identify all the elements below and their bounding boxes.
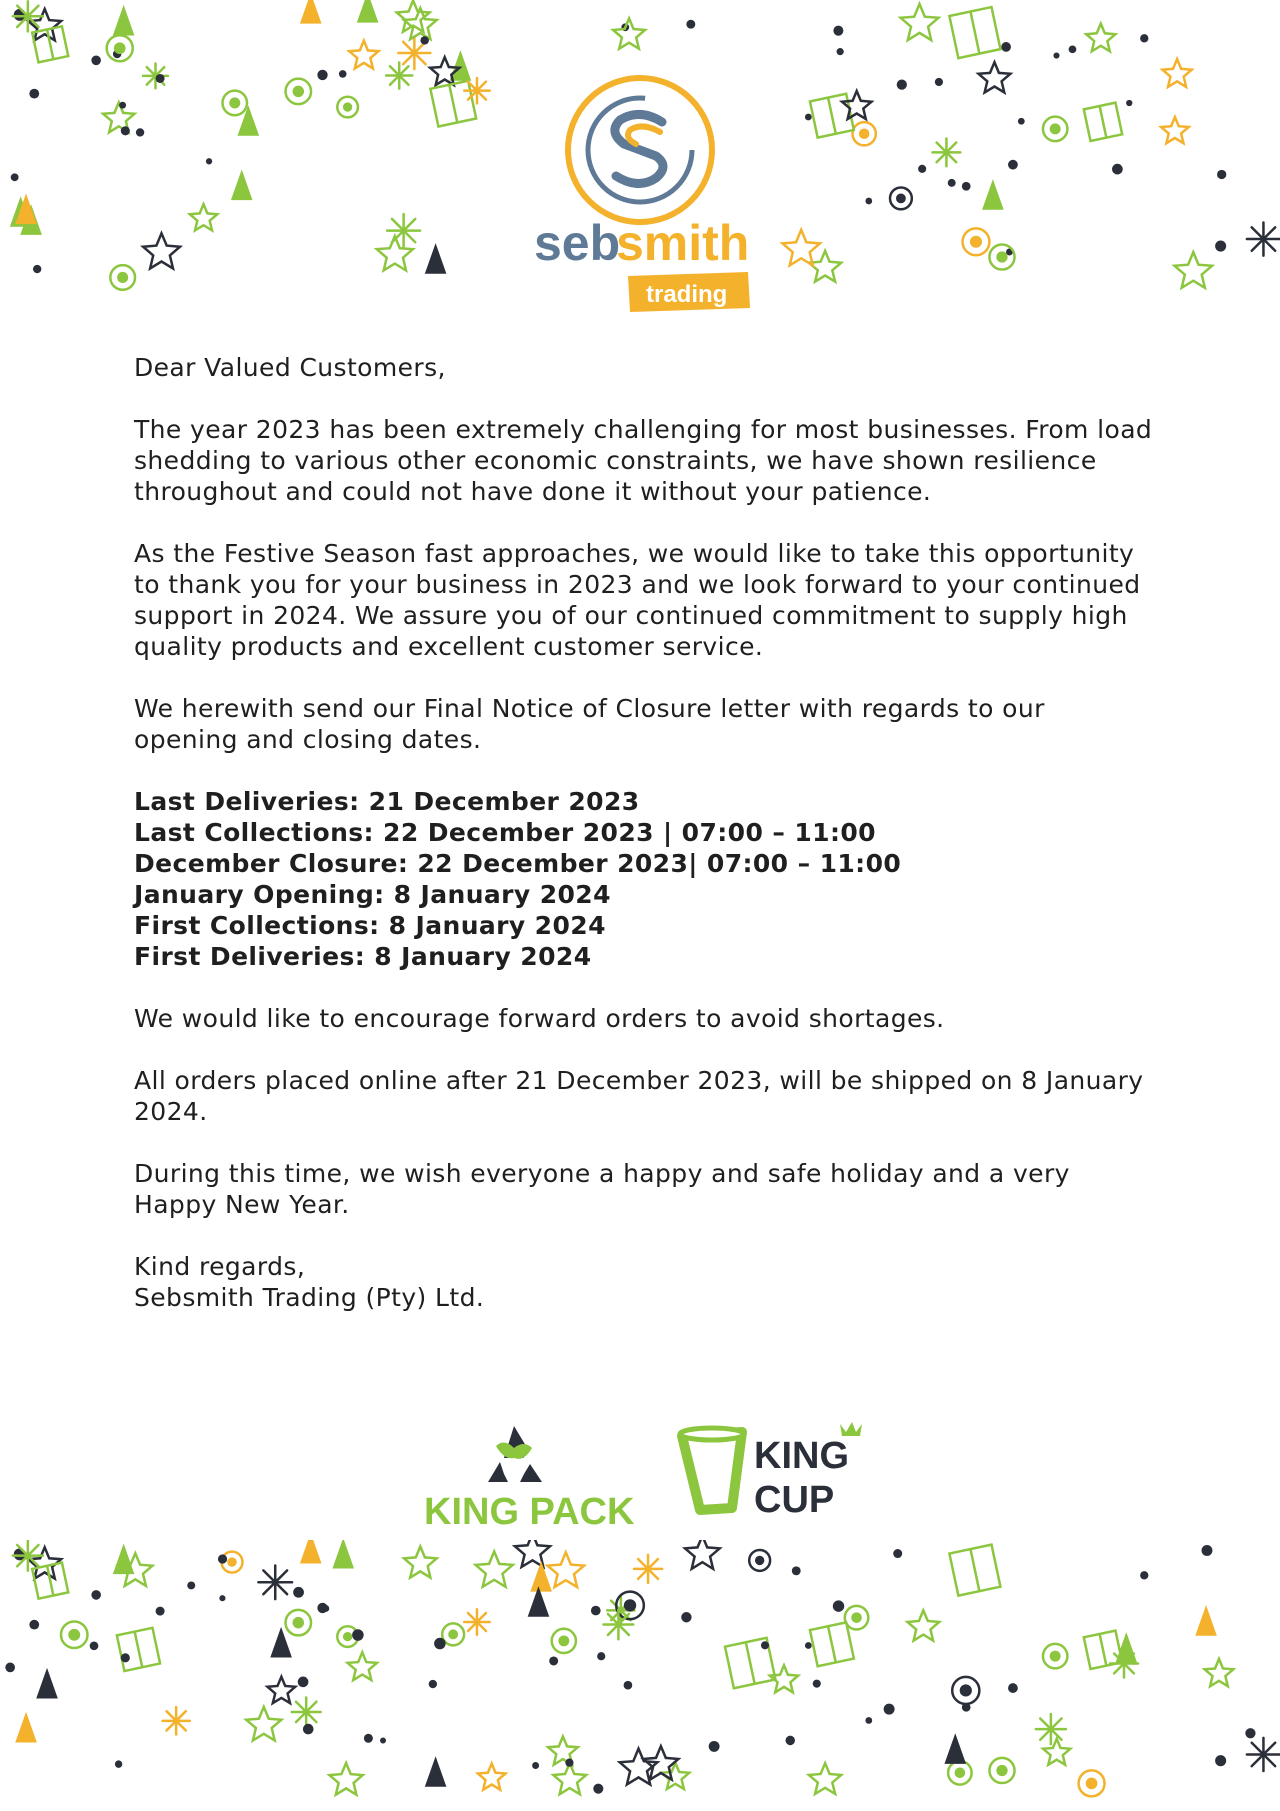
star-icon <box>901 4 939 40</box>
gift-ribbon <box>828 98 836 134</box>
dot <box>962 182 971 191</box>
dot <box>352 1629 364 1641</box>
star-icon <box>685 1540 720 1569</box>
ornament-center <box>114 42 126 54</box>
star-icon <box>548 1737 578 1765</box>
dot <box>219 1595 225 1601</box>
dot <box>121 126 130 135</box>
gift-icon <box>32 1563 68 1599</box>
ornament-center <box>227 1557 236 1566</box>
star-icon <box>515 1540 550 1567</box>
star-icon <box>268 1677 296 1703</box>
dot <box>1215 1755 1226 1766</box>
star-icon <box>1043 1739 1070 1765</box>
dot <box>293 1587 304 1598</box>
ornament-center <box>448 1629 458 1639</box>
tree-icon <box>357 0 379 23</box>
king-pack-logo <box>424 1426 635 1528</box>
ornament-center <box>955 1768 966 1779</box>
dot <box>5 1663 15 1673</box>
ornament-icon <box>337 97 358 118</box>
ornament-icon <box>222 91 247 116</box>
dot <box>761 1641 769 1649</box>
ornament-center <box>117 272 128 283</box>
dot <box>1215 241 1226 252</box>
gift-ribbon <box>1100 1634 1107 1666</box>
gift-ribbon <box>135 1632 143 1668</box>
star-icon <box>908 1610 940 1640</box>
gift-icon <box>1084 103 1122 141</box>
dot <box>29 89 39 99</box>
ornament-icon <box>963 228 990 255</box>
paragraph-holiday-wishes: During this time, we wish everyone a happy and safe holiday and a very Happy New Year. <box>134 1159 1070 1219</box>
dot <box>1245 1728 1255 1738</box>
cup-icon <box>682 1432 742 1510</box>
tree-icon <box>332 1540 354 1568</box>
star-icon <box>1086 24 1115 52</box>
star-icon <box>1161 117 1189 143</box>
gift-icon <box>430 81 476 127</box>
dot <box>339 70 347 78</box>
ornament-center <box>970 236 982 248</box>
star-icon <box>553 1763 586 1794</box>
dot <box>364 1734 373 1743</box>
gift-icon <box>1084 1631 1122 1669</box>
ornament-icon <box>61 1622 88 1649</box>
ornament-icon <box>989 1758 1014 1783</box>
gift-ribbon <box>746 1642 755 1684</box>
ornament-icon <box>110 265 135 290</box>
ornament-center <box>896 193 906 203</box>
tree-icon <box>231 170 253 201</box>
star-icon <box>1162 59 1191 87</box>
snowflake-icon <box>932 138 960 166</box>
snowflake-icon <box>634 1555 662 1583</box>
star-icon <box>478 1764 506 1790</box>
dot <box>805 114 812 121</box>
dot <box>1126 100 1132 106</box>
star-icon <box>548 1552 585 1587</box>
dot <box>1001 42 1011 52</box>
logo-tagline: trading <box>646 281 728 308</box>
star-icon <box>377 236 413 270</box>
dot <box>91 56 101 66</box>
dot <box>115 1760 122 1767</box>
dot <box>1069 45 1077 53</box>
gift-icon <box>117 1628 160 1671</box>
ornament-center <box>293 86 304 97</box>
schedule-last-collections: Last Collections: 22 December 2023 | 07:00 – 11:00 <box>134 818 876 847</box>
ornament-center <box>293 1617 304 1628</box>
star-icon <box>348 1652 377 1680</box>
ornament-center <box>859 129 869 139</box>
schedule-december-closure: December Closure: 22 December 2023| 07:00 – 11:00 <box>134 849 902 878</box>
dot <box>317 70 327 80</box>
closing: Kind regards, <box>134 1252 306 1281</box>
dot <box>303 1724 314 1735</box>
snowflake-icon <box>162 1707 189 1734</box>
dot <box>29 1620 39 1630</box>
tree-icon <box>300 0 322 24</box>
dot <box>597 1652 605 1660</box>
ornament-center <box>1050 1651 1061 1662</box>
dot <box>865 1717 872 1724</box>
ornament-center <box>68 1629 80 1641</box>
tree-icon <box>425 243 447 274</box>
dot <box>549 1656 558 1665</box>
ornament-center <box>1050 123 1061 134</box>
paragraph-online-orders: All orders placed online after 21 December 2023, will be shipped on 8 January 2024. <box>134 1066 1144 1126</box>
snowflake-icon <box>13 1 43 31</box>
dot <box>833 26 843 36</box>
dot <box>136 128 144 136</box>
tree-icon <box>1195 1605 1217 1636</box>
dot <box>11 173 19 181</box>
snowflake-icon <box>464 1609 489 1634</box>
dot <box>429 1680 437 1688</box>
gift-icon <box>949 7 1000 58</box>
ornament-center <box>229 97 240 108</box>
snowflake-icon <box>464 78 489 103</box>
logo-s-accent <box>628 126 660 144</box>
dot <box>90 1641 99 1650</box>
king-pack-text: KING PACK <box>424 1491 635 1528</box>
dot <box>792 1566 801 1575</box>
dot <box>948 179 956 187</box>
signature: Sebsmith Trading (Pty) Ltd. <box>134 1283 485 1312</box>
dot <box>893 1549 902 1558</box>
snowflake-icon <box>1247 1738 1280 1771</box>
dot <box>434 1638 446 1650</box>
tree-icon <box>425 1756 447 1787</box>
schedule-first-collections: First Collections: 8 January 2024 <box>134 911 606 940</box>
snowflake-icon <box>143 63 168 88</box>
schedule-last-deliveries: Last Deliveries: 21 December 2023 <box>134 787 640 816</box>
star-icon <box>1205 1659 1234 1686</box>
dot <box>532 1762 539 1769</box>
star-icon <box>349 41 378 69</box>
dot <box>119 102 126 109</box>
snowflake-icon <box>258 1565 292 1599</box>
ornament-icon <box>952 1677 979 1704</box>
king-cup-text-line2: CUP <box>754 1479 835 1521</box>
star-icon <box>246 1707 281 1741</box>
ornament-icon <box>989 244 1014 269</box>
dot <box>1008 160 1018 170</box>
logo-name-part2: smith <box>616 215 750 271</box>
dot <box>380 1738 386 1744</box>
dot <box>833 1600 844 1611</box>
dot <box>624 1681 633 1690</box>
ornament-center <box>996 251 1007 262</box>
star-icon <box>476 1552 513 1587</box>
logo-name-part1: seb <box>534 215 621 271</box>
paragraph-forward-orders: We would like to encourage forward orders to avoid shortages. <box>134 1004 945 1033</box>
gift-icon <box>32 26 68 62</box>
dot <box>813 1680 821 1688</box>
dot <box>121 1653 130 1662</box>
star-icon <box>329 1763 362 1795</box>
crown-icon <box>840 1422 862 1436</box>
dot <box>865 198 872 205</box>
ornament-icon <box>890 187 912 209</box>
dot <box>1140 1571 1148 1579</box>
closure-schedule <box>134 786 1154 972</box>
ornament-icon <box>948 1761 972 1785</box>
gift-ribbon <box>449 85 457 123</box>
tree-icon <box>982 179 1004 210</box>
dot <box>1112 164 1123 175</box>
dot <box>420 36 428 44</box>
gift-ribbon <box>1100 106 1107 138</box>
snowflake-icon <box>387 214 420 247</box>
dot <box>805 1642 812 1649</box>
dot <box>897 79 907 89</box>
star-icon <box>404 1547 437 1578</box>
ornament-icon <box>1079 1770 1105 1796</box>
tree-icon <box>15 1712 37 1743</box>
star-icon <box>613 18 645 48</box>
ornament-center <box>558 1635 569 1646</box>
ornament-icon <box>286 79 312 105</box>
ornament-icon <box>442 1623 464 1645</box>
dot <box>918 165 926 173</box>
gift-icon <box>810 1622 854 1666</box>
dot <box>709 1741 720 1752</box>
dot <box>187 1581 195 1589</box>
dot <box>1140 34 1148 42</box>
king-cup-text-line1: KING <box>754 1435 849 1477</box>
gift-icon <box>949 1545 1000 1596</box>
ornament-center <box>343 102 352 111</box>
dot <box>206 158 212 164</box>
brand-logos <box>420 1418 880 1528</box>
dot <box>91 1590 101 1600</box>
star-icon <box>190 204 218 230</box>
letter-body <box>134 352 1154 1313</box>
tree-icon <box>113 5 135 36</box>
tree-icon <box>944 1733 966 1764</box>
paragraph-closure-notice: We herewith send our Final Notice of Closure letter with regards to our opening and closing dates. <box>134 694 1045 754</box>
festive-border-bottom <box>0 1540 1280 1811</box>
dot <box>1008 1683 1018 1693</box>
sebsmith-logo <box>520 60 760 320</box>
dot <box>218 1554 227 1563</box>
dot <box>156 1607 165 1616</box>
schedule-january-opening: January Opening: 8 January 2024 <box>134 880 611 909</box>
ornament-icon <box>552 1629 576 1653</box>
king-cup-logo <box>680 1422 862 1521</box>
star-icon <box>979 62 1011 92</box>
dot <box>837 48 844 55</box>
greeting: Dear Valued Customers, <box>134 353 446 382</box>
ornament-icon <box>853 122 876 145</box>
dot <box>591 1606 601 1616</box>
dot <box>1217 170 1226 179</box>
paragraph-year-review: The year 2023 has been extremely challenging for most businesses. From load shedding to various other economic constraints, we have shown resilience throughout and could not have done it without your patience. <box>134 415 1153 506</box>
ornament-center <box>755 1556 764 1565</box>
snowflake-icon <box>604 1610 634 1640</box>
dot <box>593 1784 603 1794</box>
dot <box>1018 118 1025 125</box>
ornament-center <box>1086 1778 1098 1790</box>
dot <box>1053 52 1059 58</box>
ornament-center <box>960 1684 972 1696</box>
ornament-icon <box>845 1606 869 1630</box>
ornament-icon <box>749 1550 770 1571</box>
ornament-center <box>851 1612 862 1623</box>
snowflake-icon <box>386 62 412 88</box>
star-icon <box>143 233 180 268</box>
ornament-icon <box>1043 1644 1067 1668</box>
gift-ribbon <box>828 1626 836 1662</box>
snowflake-icon <box>13 1541 43 1571</box>
tree-icon <box>238 105 260 136</box>
ornament-center <box>996 1765 1007 1776</box>
star-icon <box>783 230 820 266</box>
gift-ribbon <box>970 1549 979 1591</box>
dot <box>681 1612 691 1622</box>
tree-icon <box>36 1668 58 1699</box>
gift-ribbon <box>970 12 979 54</box>
dot <box>1201 1545 1212 1556</box>
ornament-icon <box>1043 117 1067 141</box>
star-icon <box>430 57 459 85</box>
paragraph-festive-thanks: As the Festive Season fast approaches, we would like to take this opportunity to thank you for your business in 2023 and we look forward to your continued support in 2024. We assure you of our continued commitment to supply high quality products and excellent customer service. <box>134 539 1141 661</box>
star-icon <box>103 102 134 132</box>
snowflake-icon <box>1247 222 1280 255</box>
ornament-center <box>343 1632 352 1641</box>
ornament-center <box>624 1599 636 1611</box>
dot <box>322 1605 329 1612</box>
snowflake-icon <box>1036 1714 1066 1744</box>
dot <box>935 78 943 86</box>
schedule-first-deliveries: First Deliveries: 8 January 2024 <box>134 942 592 971</box>
star-icon <box>1175 252 1213 288</box>
snowflake-icon <box>292 1698 321 1727</box>
dot <box>565 1759 573 1767</box>
ornament-icon <box>286 1610 312 1636</box>
dot <box>686 20 695 29</box>
dot <box>298 1677 309 1688</box>
star-icon <box>809 1763 841 1794</box>
dot <box>785 1736 795 1746</box>
dot <box>33 265 41 273</box>
recycle-icon <box>488 1426 542 1482</box>
tree-icon <box>300 1540 322 1564</box>
dot <box>884 1704 895 1715</box>
dot <box>156 74 165 83</box>
